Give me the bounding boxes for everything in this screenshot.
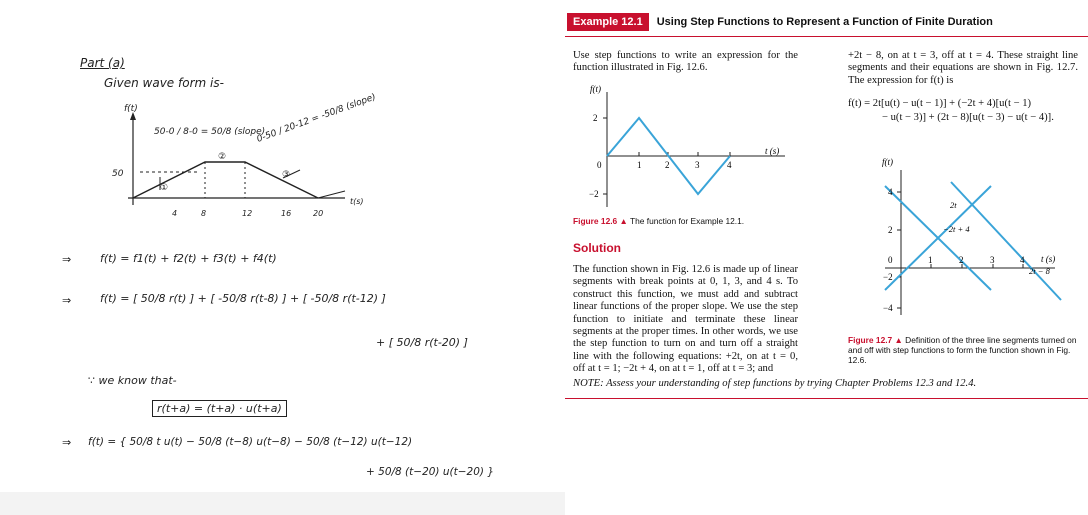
bottom-band [0, 492, 565, 515]
bracket-expression-cont: + [ 50/8 r(t-20) ] [376, 336, 468, 349]
arrow-2: ⇒ [62, 294, 72, 307]
final-expression: f(t) = { 50/8 t u(t) − 50/8 (t−8) u(t−8) − 50/8 (t−12) u(t−12) [88, 436, 413, 448]
fig6-caption-label: Figure 12.6 [573, 216, 618, 226]
slope2-text: 0-50 / 20-12 = -50/8 (slope) [255, 92, 378, 145]
example-header [567, 12, 993, 32]
circle3: ③ [282, 170, 291, 180]
fig6-xtick-2: 2 [665, 160, 670, 170]
fig6-xtick-4: 4 [727, 160, 732, 170]
final-expression-cont: + 50/8 (t−20) u(t−20) } [366, 466, 494, 478]
example-badge: Example 12.1 [567, 13, 649, 31]
circle2: ② [218, 152, 227, 162]
arrow-1: ⇒ [62, 253, 72, 266]
fig7-ytick-neg4: −4 [883, 303, 893, 313]
fig7-caption-triangle: ▲ [894, 335, 903, 345]
fig7-ytick-neg2: −2 [883, 272, 893, 282]
part-label: Part (a) [80, 56, 125, 70]
figure-12-6 [565, 82, 835, 212]
fig7-caption-text: Definition of the three line segments turned on and off with step functions to form the function shown in Fig. 12.6. [848, 335, 1077, 365]
fig7-xtick-1: 1 [928, 255, 933, 265]
textbook-page [565, 0, 1088, 515]
fig6-ytick-neg2: −2 [589, 189, 599, 199]
note-text: NOTE: Assess your understanding of step functions by trying Chapter Problems 12.3 and 12.4. [573, 378, 977, 389]
fig7-xlabel: t (s) [1041, 254, 1056, 264]
fig7-ytick-0: 0 [888, 255, 893, 265]
handwritten-waveform [0, 0, 565, 240]
equation-line-2: − u(t − 3)] + (2t − 8)[u(t − 3) − u(t − 4)]. [882, 112, 1054, 123]
example-title: Using Step Functions to Represent a Function of Finite Duration [656, 16, 993, 28]
fig7-caption-label: Figure 12.7 [848, 335, 893, 345]
y50-label: 50 [112, 169, 124, 179]
given-text: Given wave form is- [104, 76, 224, 90]
figure-12-7-caption [848, 335, 1080, 365]
arrow-3: ⇒ [62, 436, 72, 449]
fig7-xtick-4: 4 [1020, 255, 1025, 265]
fig7-label-2t: 2t [950, 200, 957, 210]
equation-line-1: f(t) = 2t[u(t) − u(t − 1)] + (−2t + 4)[u(t − 1) [848, 98, 1032, 109]
fig7-ytick-4: 4 [888, 187, 893, 197]
footer-rule [565, 398, 1088, 399]
fig6-caption-triangle: ▲ [619, 216, 628, 226]
fig6-ytick-2: 2 [593, 113, 598, 123]
fig6-xtick-0: 0 [597, 160, 602, 170]
tick-20: 20 [313, 209, 324, 218]
ramp-identity: r(t+a) = (t+a) · u(t+a) [152, 400, 287, 417]
circle1: ① [160, 183, 169, 193]
fig7-xtick-2: 2 [959, 255, 964, 265]
solution-text: The function shown in Fig. 12.6 is made up of linear segments with break points at 0, 1, 3, and 4 s. To construct this function, we must add and subtract linear functions of the proper slope. We use the step function to initiate and terminate these linear segments at the proper times. In other words, we use the step function to turn on and turn off a straight line with the following equations: +2t, on at t = 0, off at t = 1; −2t + 4, on at t = 1, off at t = 3; and [573, 264, 798, 375]
intro-text: Use step functions to write an expression for the function illustrated in Fig. 12.6. [573, 50, 798, 74]
know-text: ∵ we know that- [88, 374, 177, 387]
fig6-caption-text: The function for Example 12.1. [630, 216, 745, 226]
tick-8: 8 [201, 209, 207, 218]
tick-4: 4 [172, 209, 178, 218]
f-label: f(t) [124, 104, 138, 114]
sum-equation: f(t) = f1(t) + f2(t) + f3(t) + f4(t) [100, 252, 277, 265]
t-axis-label: t(s) [350, 197, 364, 206]
bracket-expression: f(t) = [ 50/8 r(t) ] + [ -50/8 r(t-8) ] + [ -50/8 r(t-12) ] [100, 292, 386, 305]
right-paragraph: +2t − 8, on at t = 3, off at t = 4. These straight line segments and their equations are shown in Fig. 12.7. The expression for f(t) is [848, 50, 1078, 86]
tick-12: 12 [242, 209, 253, 218]
fig6-xtick-1: 1 [637, 160, 642, 170]
fig7-xtick-3: 3 [990, 255, 995, 265]
fig7-ytick-2: 2 [888, 225, 893, 235]
fig6-xtick-3: 3 [695, 160, 700, 170]
fig6-ylabel: f(t) [590, 84, 601, 94]
figure-12-6-caption [573, 216, 823, 226]
solution-heading: Solution [573, 241, 621, 255]
header-rule [565, 36, 1088, 37]
fig7-ylabel: f(t) [882, 157, 893, 167]
fig6-xlabel: t (s) [765, 146, 780, 156]
figure-12-7 [855, 150, 1080, 320]
fig7-label-pos: 2t − 8 [1029, 266, 1050, 276]
tick-16: 16 [281, 209, 292, 218]
fig7-label-neg: −2t + 4 [943, 224, 970, 234]
slope1-text: 50-0 / 8-0 = 50/8 (slope) [154, 127, 266, 137]
